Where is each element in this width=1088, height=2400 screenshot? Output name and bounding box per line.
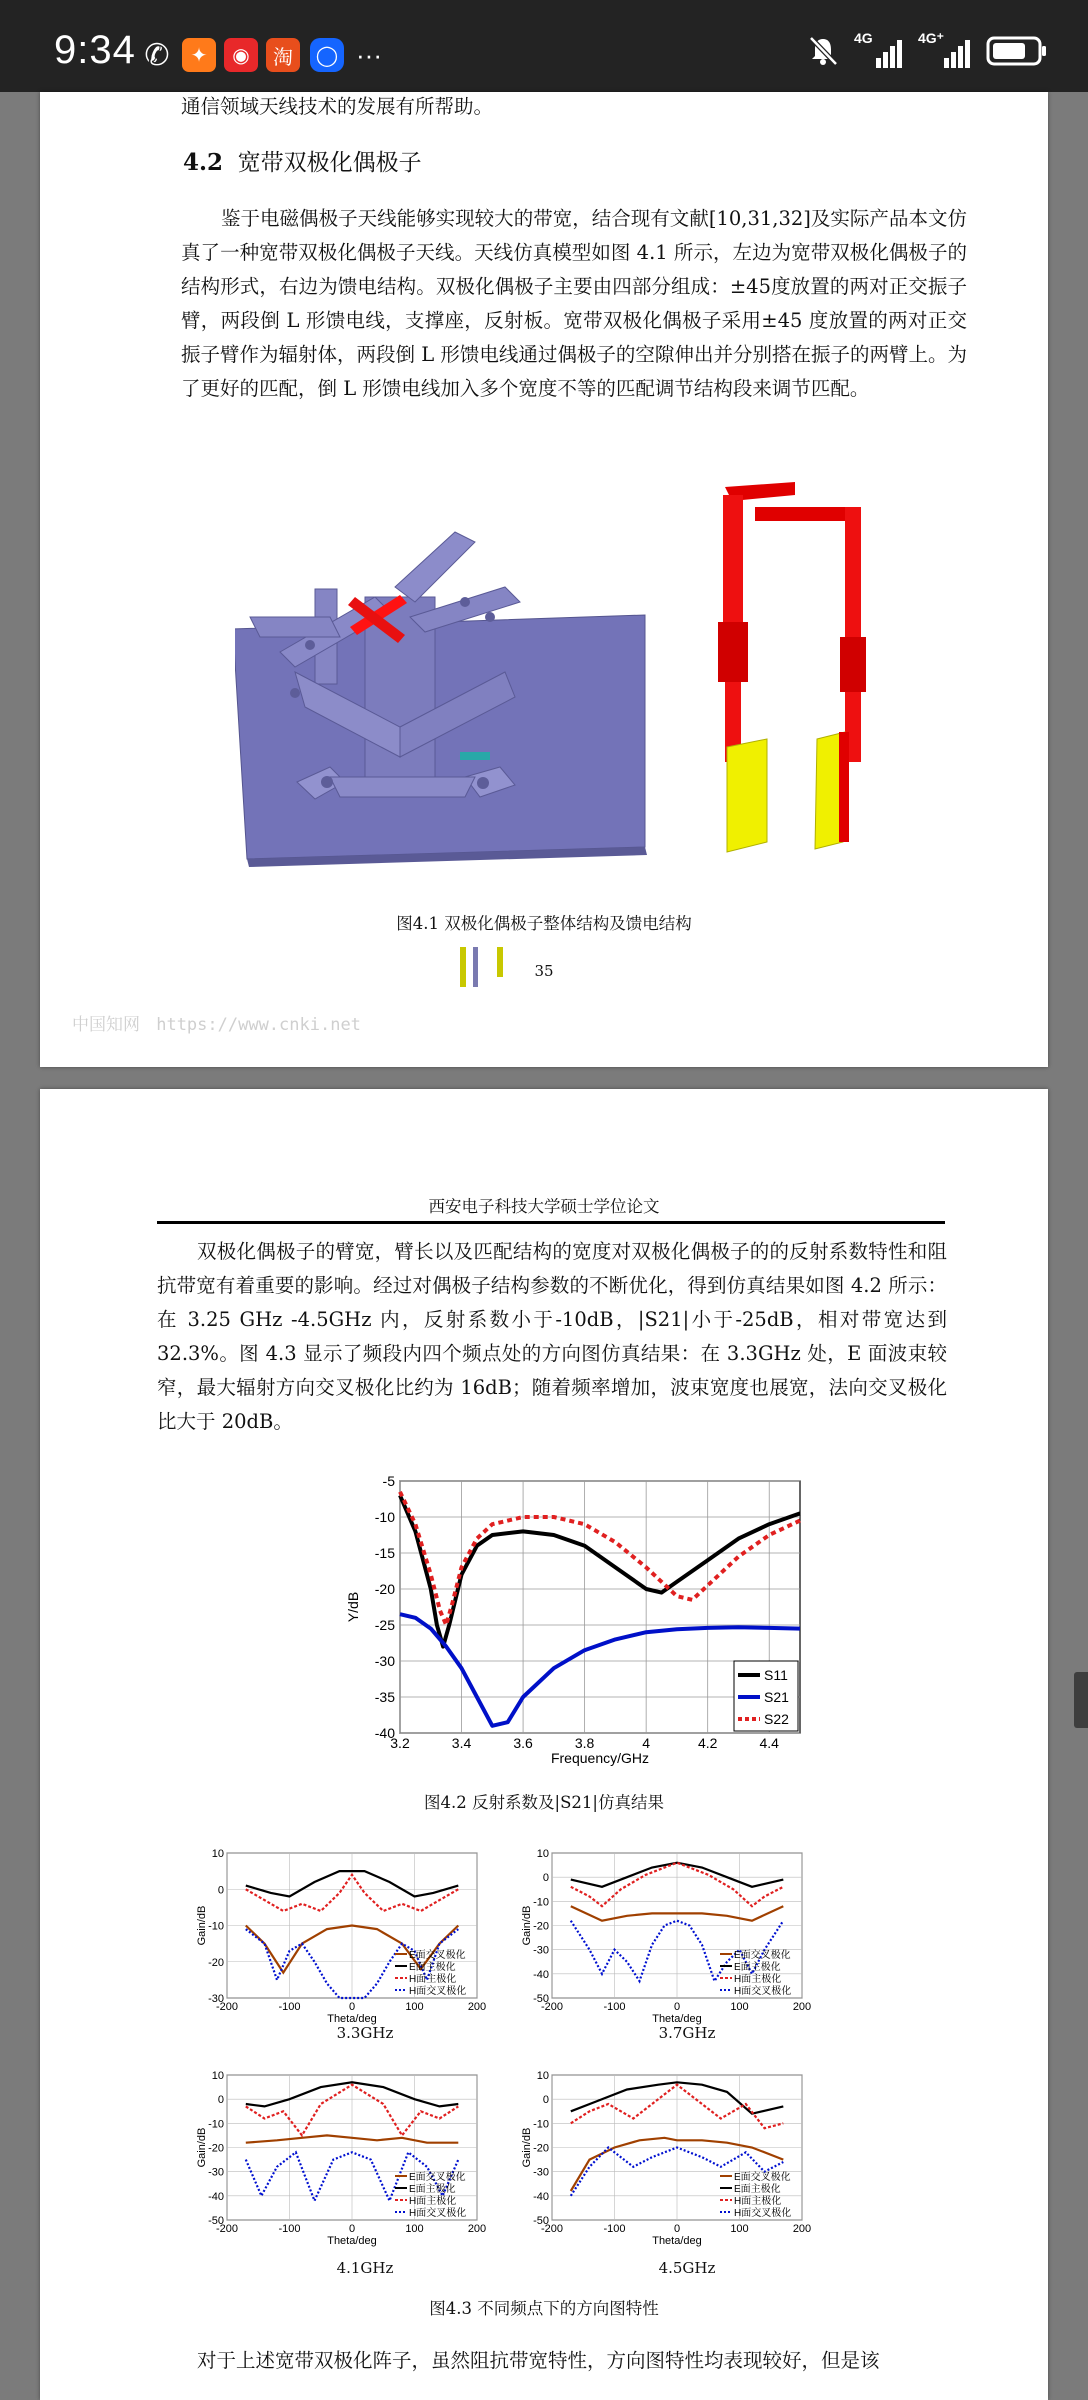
taobao-icon: 淘: [266, 38, 300, 72]
scrollbar-thumb[interactable]: [1074, 1672, 1088, 1728]
x-axis-label: Frequency/GHz: [550, 1750, 650, 1766]
x-axis-label: Theta/deg: [652, 2235, 702, 2247]
x-tick-label: 3.8: [574, 1735, 595, 1751]
legend-label: E面交叉极化: [734, 1950, 791, 1961]
y-tick-label: -10: [208, 2118, 224, 2131]
x-tick-label: 200: [467, 2223, 487, 2235]
document-page-36: [40, 1089, 1048, 2400]
y-tick-label: -30: [208, 1993, 224, 2005]
y-tick-label: -15: [374, 1545, 395, 1561]
legend-label: S22: [764, 1711, 789, 1727]
legend-label: H面交叉极化: [734, 1986, 792, 1997]
legend-label: H面主极化: [409, 2196, 457, 2207]
x-tick-label: 0: [348, 2001, 356, 2013]
y-tick-label: -10: [208, 1920, 224, 1933]
y-tick-label: -30: [533, 2166, 549, 2179]
browser-app-icon: ◯: [310, 38, 344, 72]
y-tick-label: -20: [208, 1956, 224, 1969]
x-tick-label: 100: [730, 2001, 749, 2013]
x-tick-label: 3.2: [390, 1735, 410, 1751]
y-tick-label: -25: [374, 1617, 395, 1633]
figure-4-1-caption: 图4.1 双极化偶极子整体结构及馈电结构: [396, 914, 692, 933]
y-tick-label: 0: [217, 2094, 224, 2107]
y-tick-label: -20: [374, 1581, 395, 1597]
legend-label: E面主极化: [409, 2184, 456, 2195]
y-tick-label: -10: [374, 1509, 395, 1525]
y-tick-label: 10: [536, 1848, 549, 1860]
x-axis-label: Theta/deg: [652, 2013, 702, 2025]
y-tick-label: -50: [533, 2215, 549, 2227]
section-number: 4.2: [183, 149, 224, 176]
y-tick-label: -40: [208, 2190, 224, 2203]
legend-label: H面主极化: [734, 1974, 782, 1985]
y-tick-label: -40: [533, 2190, 549, 2203]
figure-4-3-chart-3-3ghz: [195, 1847, 535, 2027]
x-tick-label: 4: [642, 1735, 651, 1751]
y-tick-label: -40: [533, 1968, 549, 1981]
x-tick-label: -100: [278, 2001, 301, 2013]
fig-4-3-label-4-1ghz: 4.1GHz: [336, 2259, 394, 2277]
y-axis-label: Y/dB: [345, 1591, 361, 1623]
x-tick-label: 100: [405, 2223, 424, 2235]
legend-label: H面交叉极化: [409, 2208, 467, 2219]
y-axis-label: Gain/dB: [196, 2127, 208, 2168]
y-tick-label: -30: [374, 1653, 395, 1669]
figure-4-2-caption: 图4.2 反射系数及|S21|仿真结果: [424, 1793, 664, 1812]
x-tick-label: 0: [348, 2223, 356, 2235]
clock: 9:34: [54, 28, 136, 72]
fig-4-3-label-3-3ghz: 3.3GHz: [336, 2024, 394, 2042]
y-tick-label: -10: [533, 2118, 549, 2131]
mute-bell-icon: [806, 34, 840, 68]
signal-1-icon: 4G: [854, 34, 904, 68]
x-tick-label: 200: [792, 2001, 812, 2013]
x-tick-label: -200: [540, 2223, 564, 2235]
missed-call-icon: ✆: [144, 38, 170, 72]
x-tick-label: -200: [215, 2001, 239, 2013]
legend-label: E面交叉极化: [734, 2172, 791, 2183]
body-paragraph-2: 双极化偶极子的臂宽，臂长以及匹配结构的宽度对双极化偶极子的的反射系数特性和阻抗带宽有着重要的影响。经过对偶极子结构参数的不断优化，得到仿真结果如图 4.2 所示：在 3.25 GHz -4.5GHz 内，反射系数小于-10dB，|S21|小于-25dB，相对带宽达到 32.3%。图 4.3 显示了频段内四个频点处的方向图仿真结果：在 3.3GHz 处，E 面波束较窄，最大辐射方向交叉极化比约为 16dB；随着频率增加，波束宽度也展宽，法向交叉极化比大于 20dB。: [157, 1240, 947, 1433]
y-tick-label: 10: [211, 1848, 224, 1860]
y-tick-label: -50: [533, 1993, 549, 2005]
legend-label: E面交叉极化: [409, 2172, 466, 2183]
x-tick-label: 0: [673, 2001, 681, 2013]
y-tick-label: 0: [542, 2094, 549, 2107]
x-tick-label: -200: [215, 2223, 239, 2235]
y-axis-label: Gain/dB: [521, 1905, 533, 1946]
y-tick-label: -30: [533, 1944, 549, 1957]
figure-4-2-chart: [315, 1469, 815, 1774]
figure-4-3-caption: 图4.3 不同频点下的方向图特性: [429, 2299, 659, 2318]
legend-label: H面交叉极化: [409, 1986, 467, 1997]
legend-label: S21: [764, 1689, 789, 1705]
bottom-paragraph: 对于上述宽带双极化阵子，虽然阻抗带宽特性，方向图特性均表现较好，但是该: [197, 2349, 880, 2372]
legend-label: E面主极化: [734, 2184, 781, 2195]
x-tick-label: -200: [540, 2001, 564, 2013]
x-tick-label: 200: [467, 2001, 487, 2013]
status-bar: [0, 0, 1088, 92]
fig-4-3-label-3-7ghz: 3.7GHz: [658, 2024, 716, 2042]
watermark-url: https://www.cnki.net: [156, 1015, 361, 1035]
x-tick-label: 4.2: [697, 1735, 718, 1751]
y-tick-label: -20: [208, 2142, 224, 2155]
y-axis-label: Gain/dB: [521, 2127, 533, 2168]
y-tick-label: -50: [208, 2215, 224, 2227]
fig-4-3-label-4-5ghz: 4.5GHz: [658, 2259, 716, 2277]
y-tick-label: -5: [382, 1473, 395, 1489]
more-notifications-icon: ···: [356, 40, 382, 70]
x-tick-label: -100: [278, 2223, 301, 2235]
legend-label: E面交叉极化: [409, 1950, 466, 1961]
y-tick-label: 10: [536, 2070, 549, 2082]
section-heading: [183, 144, 422, 177]
battery-icon: [986, 34, 1048, 68]
y-axis-label: Gain/dB: [196, 1905, 208, 1946]
x-tick-label: 100: [405, 2001, 424, 2013]
x-tick-label: 100: [730, 2223, 749, 2235]
app-notification-icon: ✦: [182, 38, 216, 72]
y-tick-label: -40: [374, 1725, 395, 1741]
x-tick-label: 4.4: [759, 1735, 779, 1751]
x-tick-label: -100: [603, 2223, 626, 2235]
y-tick-label: -30: [208, 2166, 224, 2179]
y-tick-label: 0: [542, 1872, 549, 1885]
shopping-app-icon: ◉: [224, 38, 258, 72]
signal-2-icon: 4G⁺: [918, 34, 972, 68]
watermark: [72, 1010, 361, 1035]
legend-label: S11: [764, 1667, 788, 1683]
figure-4-3-chart-4-5ghz: [520, 2069, 860, 2249]
watermark-name: 中国知网: [72, 1015, 140, 1035]
header-rule: [157, 1221, 945, 1224]
body-paragraph: 鉴于电磁偶极子天线能够实现较大的带宽，结合现有文献[10,31,32]及实际产品本文仿真了一种宽带双极化偶极子天线。天线仿真模型如图 4.1 所示，左边为宽带双极化偶极子的结构形式，右边为馈电结构。双极化偶极子主要由四部分组成：±45度放置的两对正交振子臂，两段倒 L 形馈电线，支撑座，反射板。宽带双极化偶极子采用±45 度放置的两对正交振子臂作为辐射体，两段倒 L 形馈电线通过偶极子的空隙伸出并分别搭在振子的两臂上。为了更好的匹配，倒 L 形馈电线加入多个宽度不等的匹配调节结构段来调节匹配。: [181, 207, 967, 400]
figure-4-3-chart-4-1ghz: [195, 2069, 535, 2249]
x-tick-label: -100: [603, 2001, 626, 2013]
y-tick-label: -10: [533, 1896, 549, 1909]
y-tick-label: 0: [217, 1884, 224, 1897]
x-tick-label: 200: [792, 2223, 812, 2235]
x-axis-label: Theta/deg: [327, 2235, 377, 2247]
y-tick-label: -35: [374, 1689, 395, 1705]
y-tick-label: -20: [533, 2142, 549, 2155]
y-tick-label: 10: [211, 2070, 224, 2082]
top-line: 通信领域天线技术的发展有所帮助。: [181, 95, 494, 118]
document-page-35: [40, 92, 1048, 1067]
legend-label: E面主极化: [734, 1962, 781, 1973]
page-number: 35: [534, 962, 554, 980]
x-axis-label: Theta/deg: [327, 2013, 377, 2025]
legend-label: H面主极化: [409, 1974, 457, 1985]
legend-label: H面交叉极化: [734, 2208, 792, 2219]
x-tick-label: 3.6: [513, 1735, 533, 1751]
feed-structure-render: [718, 482, 866, 852]
legend-label: E面主极化: [409, 1962, 456, 1973]
legend-label: H面主极化: [734, 2196, 782, 2207]
figure-4-3-chart-3-7ghz: [520, 1847, 860, 2027]
running-header: 西安电子科技大学硕士学位论文: [428, 1197, 660, 1216]
section-title: 宽带双极化偶极子: [237, 150, 422, 176]
y-tick-label: -20: [533, 1920, 549, 1933]
x-tick-label: 0: [673, 2223, 681, 2235]
x-tick-label: 3.4: [451, 1735, 472, 1751]
